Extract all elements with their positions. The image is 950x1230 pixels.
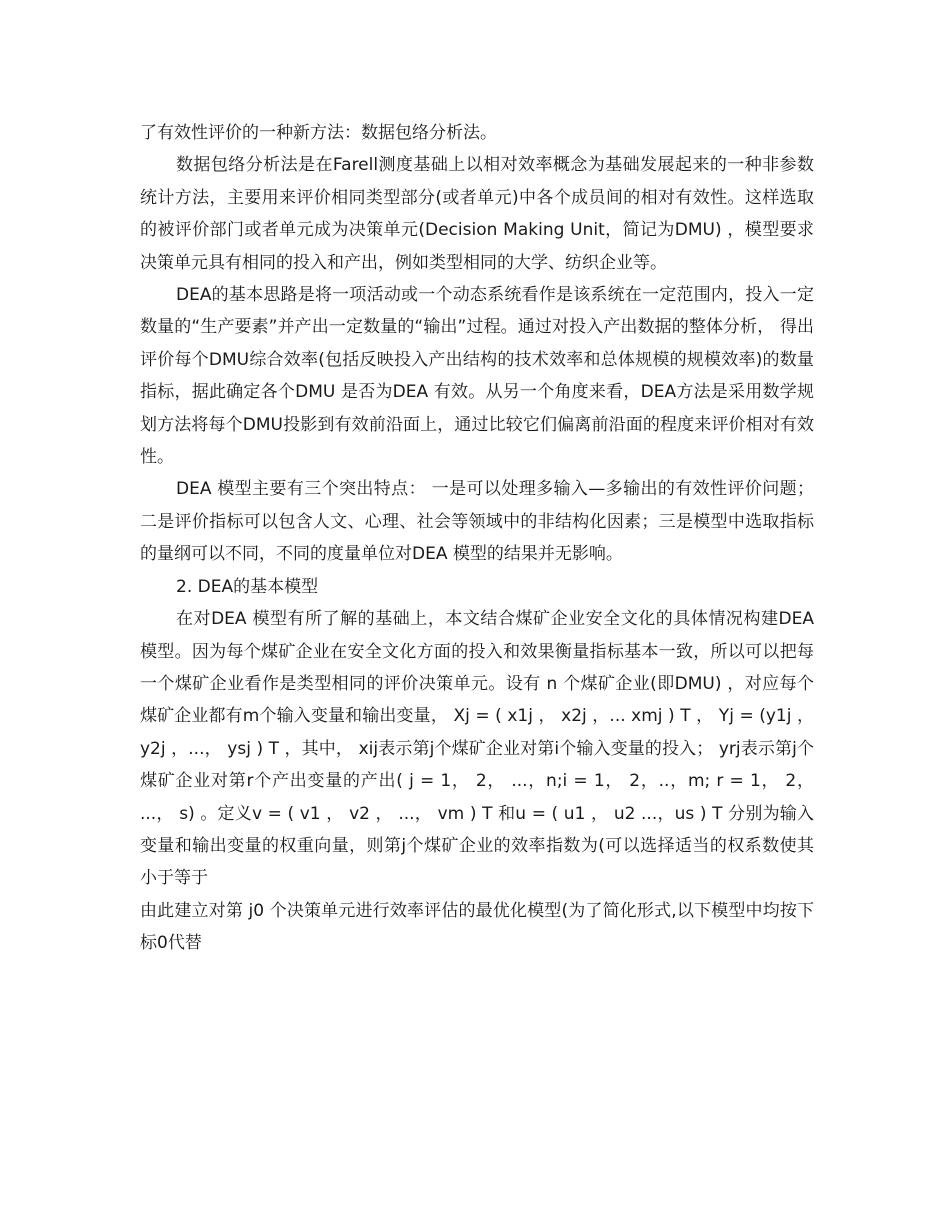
- document-body: [140, 117, 814, 960]
- paragraph-model-construction: 在对DEA 模型有所了解的基础上，本文结合煤矿企业安全文化的具体情况构建DEA 模型。因为每个煤矿企业在安全文化方面的投入和效果衡量指标基本一致，所以可以把每一个煤矿企业看作是类型相同的评价决策单元。设有 n 个煤矿企业(即DMU) ，对应每个煤矿企业都有m个输入变量和输出变量， Xj = ( x1j ， x2j ，... xmj ) T ， Yj = (y1j ，y2j ，...， ysj ) T ，其中， xij表示第j个煤矿企业对第i个输入变量的投入； yrj表示第j个煤矿企业对第r个产出变量的产出( j = 1， 2， ...，n;i = 1， 2，..，m; r = 1， 2， ...， s) 。定义v = ( v1 ， v2 ， ...， vm ) T 和u = ( u1 ， u2 ...，us ) T 分别为输入变量和输出变量的权重向量，则第j个煤矿企业的效率指数为(可以选择适当的权系数使其小于等于: [140, 609, 814, 889]
- paragraph-continuation: 了有效性评价的一种新方法：数据包络分析法。: [140, 123, 497, 143]
- section-heading-basic-model: 2. DEA的基本模型: [176, 576, 319, 597]
- paragraph-dea-features: DEA 模型主要有三个突出特点： 一是可以处理多输入—多输出的有效性评价问题； 二是评价指标可以包含人文、心理、社会等领域中的非结构化因素；三是模型中选取指标的量纲可以不同，不同的度量单位对DEA 模型的结果并无影响。: [140, 479, 814, 565]
- paragraph-dea-definition: 数据包络分析法是在Farell测度基础上以相对效率概念为基础发展起来的一种非参数统计方法，主要用来评价相同类型部分(或者单元)中各个成员间的相对有效性。这样选取的被评价部门或者单元成为决策单元(Decision Making Unit，简记为DMU) ，模型要求决策单元具有相同的投入和产出，例如类型相同的大学、纺织企业等。: [140, 155, 814, 273]
- paragraph-optimization-model: 由此建立对第 j0 个决策单元进行效率评估的最优化模型(为了简化形式,以下模型中均按下标0代替: [140, 900, 814, 954]
- paragraph-dea-basic-idea: DEA的基本思路是将一项活动或一个动态系统看作是该系统在一定范围内，投入一定数量的“生产要素”并产出一定数量的“输出”过程。通过对投入产出数据的整体分析， 得出评价每个DMU综合效率(包括反映投入产出结构的技术效率和总体规模的规模效率)的数量指标，据此确定各个DMU 是否为DEA 有效。从另一个角度来看，DEA方法是采用数学规划方法将每个DMU投影到有效前沿面上，通过比较它们偏离前沿面的程度来评价相对有效性。: [140, 285, 814, 468]
